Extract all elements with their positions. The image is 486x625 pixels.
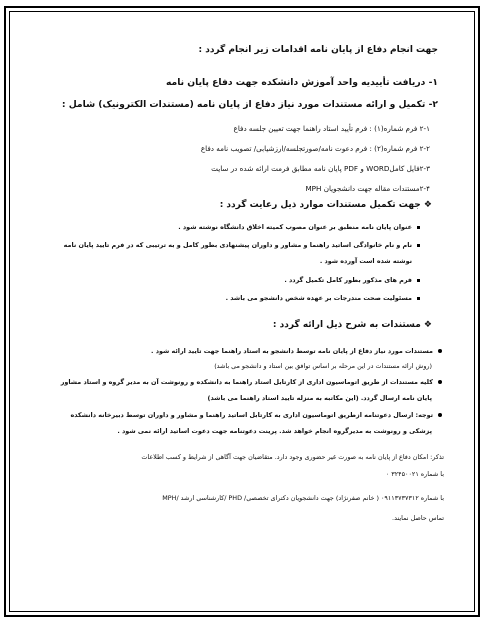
square-bullet-icon	[417, 226, 420, 229]
list-item: نام و نام خانوادگی اساتید راهنما و مشاور و داوران پیشنهادی بطور کامل و به ترتیبی که در فرم تایید پایان نامه	[64, 241, 420, 249]
list-item: مسئولیت صحت مندرجات بر عهده شخص دانشجو می باشد .	[226, 294, 420, 302]
list-item: فرم های مذکور بطور کامل تکمیل گردد .	[284, 276, 420, 284]
note-line: تذکر: امکان دفاع از پایان نامه به صورت غیر حضوری وجود دارد. متقاضیان جهت آگاهی از شرایط و کسب اطلاعات	[141, 453, 444, 461]
doc-item: توجه: ارسال دعوتنامه ازطریق اتوماسیون اداری به کارتابل اساتید راهنما و مشاور و داوران توسط دبیرخانه دانشکده	[70, 411, 442, 419]
doc-item-continuation: پزشکی و رونوشت به مدیرگروه انجام خواهد شد. پرینت دعوتنامه جهت دعوت اساتید ارائه نمی شود .	[117, 427, 432, 435]
star-bullet-icon: ❖	[423, 320, 432, 330]
checklist-heading-text: جهت تکمیل مستندات موارد ذیل رعایت گردد :	[219, 200, 421, 210]
sub-item-2-3: ۲-۳فایل کاملWORD و PDF پایان نامه مطابق فرمت ارائه شده در سایت	[211, 164, 430, 173]
dot-bullet-icon	[438, 380, 442, 384]
intro-line: جهت انجام دفاع از پایان نامه اقدامات زیر انجام گردد :	[198, 45, 438, 55]
note-phone-1: با شماره ۳۲۴۵۰۰۲۱ ۰	[385, 470, 444, 478]
note-closing: تماس حاصل نمایند.	[392, 514, 444, 522]
doc-item-note: (روش ارائه مستندات در این مرحله بر اساس توافق بین استاد و دانشجو می باشد)	[214, 362, 432, 370]
square-bullet-icon	[417, 244, 420, 247]
sub-item-2-1: ۲-۱ فرم شماره(۱) : فرم تأیید استاد راهنما جهت تعیین جلسه دفاع	[233, 124, 430, 133]
list-item-continuation: نوشته شده است آورده شود .	[319, 257, 412, 265]
doc-item: کلیه مستندات از طریق اتوماسیون اداری از کارتابل استاد راهنما به دانشکده و رونوشت آن به مدیر گروه و استاد مشاور	[61, 378, 442, 386]
sub-item-2-4: ۲-۴مستندات مقاله جهت دانشجویان MPH	[305, 184, 430, 193]
star-bullet-icon: ❖	[423, 200, 432, 210]
dot-bullet-icon	[438, 349, 442, 353]
doc-item: مستندات مورد نیاز دفاع از پایان نامه توسط دانشجو به استاد راهنما جهت تایید ارائه شود .	[151, 347, 442, 355]
docs-heading-text: مستندات به شرح ذیل ارائه گردد :	[272, 320, 421, 330]
sub-item-2-2: ۲-۲ فرم شماره(۲) : فرم دعوت نامه/صورتجلسه/ارزشیابی/ تصویب نامه دفاع	[200, 144, 430, 153]
step-1: ۱- دریافت تأییدیه واحد آموزش دانشکده جهت دفاع پایان نامه	[165, 77, 438, 88]
checklist-heading	[220, 200, 432, 210]
square-bullet-icon	[417, 297, 420, 300]
docs-heading	[273, 320, 432, 330]
dot-bullet-icon	[438, 413, 442, 417]
step-2: ۲- تکمیل و ارائه مستندات مورد نیاز دفاع از پایان نامه (مستندات الکترونیک) شامل :	[61, 99, 438, 110]
note-phone-2: با شماره ۰۹۱۱۳۷۳۷۳۱۲ ( خانم صفرنژاد) جهت دانشجویان دکترای تخصصی/ PHD /کارشناسی ارشد /MPH	[162, 494, 444, 502]
list-item: عنوان پایان نامه منطبق بر عنوان مصوب کمیته اخلاق دانشگاه نوشته شود .	[178, 223, 420, 231]
doc-item-continuation: پایان نامه ارسال گردد. (این مکاتبه به منزله تایید استاد راهنما می باشد)	[207, 394, 432, 402]
square-bullet-icon	[417, 279, 420, 282]
